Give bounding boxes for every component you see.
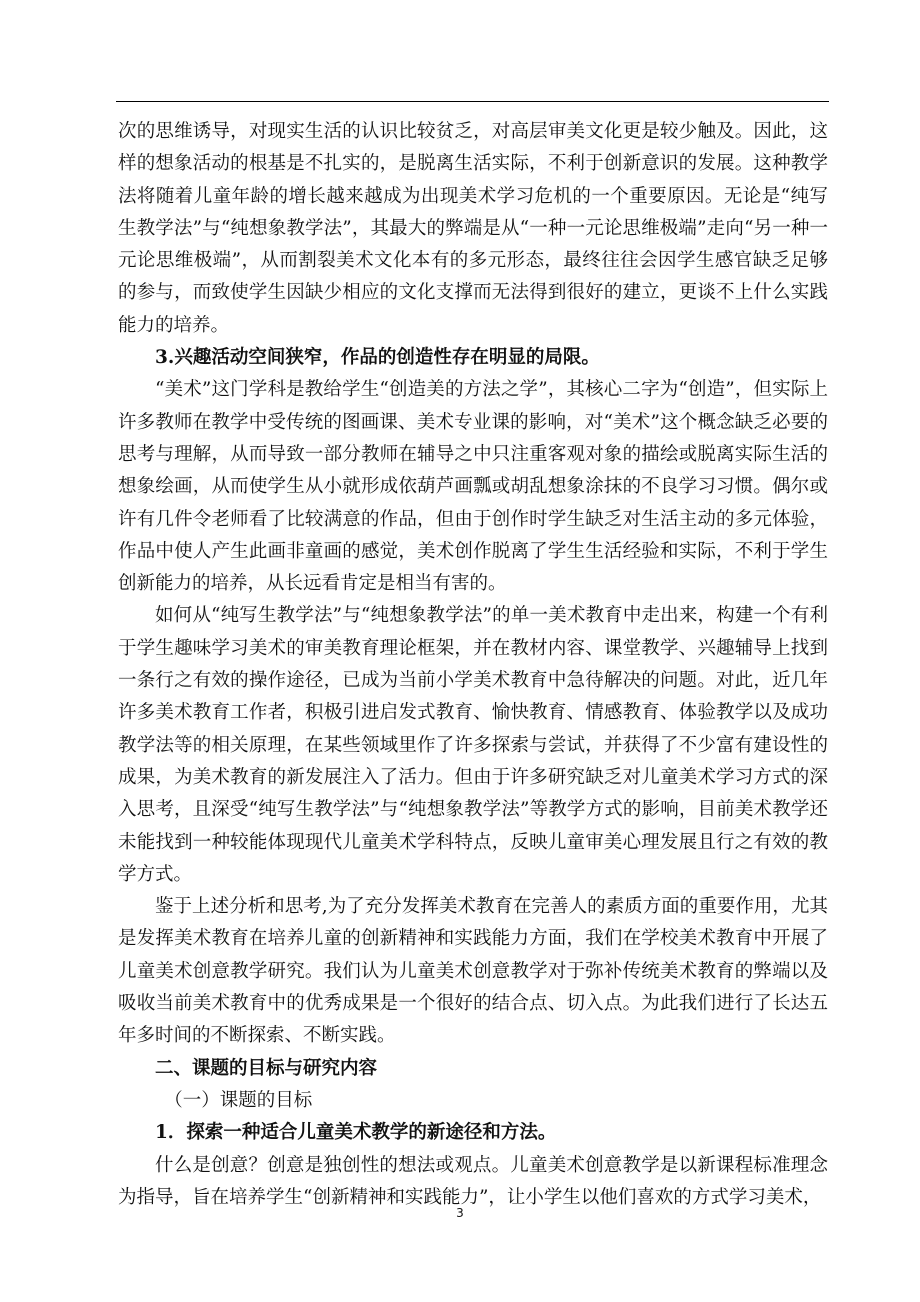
- paragraph-continuation: 次的思维诱导，对现实生活的认识比较贫乏，对高层审美文化更是较少触及。因此，这样的想象活动的根基是不扎实的，是脱离生活实际，不利于创新意识的发展。这种教学法将随着儿童年龄的增长越来越成为出现美术学习危机的一个重要原因。无论是“纯写生教学法”与“纯想象教学法”，其最大的弊端是从“一种一元论思维极端”走向“另一种一元论思维极端”，从而割裂美术文化本有的多元形态，最终往往会因学生感官缺乏足够的参与，而致使学生因缺少相应的文化支撑而无法得到很好的建立，更谈不上什么实践能力的培养。: [118, 121, 828, 336]
- paragraph-how-to: 如何从“纯写生教学法”与“纯想象教学法”的单一美术教育中走出来，构建一个有利于学生趣味学习美术的审美教育理论框架，并在教材内容、课堂教学、兴趣辅导上找到一条行之有效的操作途径，已成为当前小学美术教育中急待解决的问题。对此，近几年许多美术教育工作者，积极引进启发式教育、愉快教育、情感教育、体验教学以及成功教学法等的相关原理，在某些领域里作了许多探索与尝试，并获得了不少富有建设性的成果，为美术教育的新发展注入了活力。但由于许多研究缺乏对儿童美术学习方式的深入思考，且深受“纯写生教学法”与“纯想象教学法”等教学方式的影响，目前美术教学还未能找到一种较能体现现代儿童美术学科特点，反映儿童审美心理发展且行之有效的教学方式。: [118, 605, 828, 885]
- paragraph-art-creation: “美术”这门学科是教给学生“创造美的方法之学”，其核心二字为“创造”，但实际上许多教师在教学中受传统的图画课、美术专业课的影响，对“美术”这个概念缺乏必要的思考与理解，从而导致一部分教师在辅导之中只注重客观对象的描绘或脱离实际生活的想象绘画，从而使学生从小就形成依葫芦画瓢或胡乱想象涂抹的不良学习习惯。偶尔或许有几件令老师看了比较满意的作品，但由于创作时学生缺乏对生活主动的多元体验，作品中使人产生此画非童画的感觉，美术创作脱离了学生生活经验和实际，不利于学生创新能力的培养，从长远看肯定是相当有害的。: [118, 379, 828, 595]
- page-number: 3: [456, 1206, 464, 1220]
- paragraph-analysis: 鉴于上述分析和思考,为了充分发挥美术教育在完善人的素质方面的重要作用，尤其是发挥美术教育在培养儿童的创新精神和实践能力方面，我们在学校美术教育中开展了儿童美术创意教学研究。我们认为儿童美术创意教学对于弥补传统美术教育的弊端以及吸收当前美术教育中的优秀成果是一个很好的结合点、切入点。为此我们进行了长达五年多时间的不断探索、不断实践。: [118, 896, 828, 1047]
- section-heading-2: 二、课题的目标与研究内容: [155, 1057, 378, 1079]
- header-rule: [116, 101, 829, 102]
- document-body: [118, 116, 828, 1214]
- heading-point-3: 3.兴趣活动空间狭窄，作品的创造性存在明显的局限。: [155, 347, 600, 369]
- subsection-heading-1: （一）课题的目标: [164, 1089, 313, 1111]
- paragraph-creativity: 什么是创意？创意是独创性的想法或观点。儿童美术创意教学是以新课程标准理念为指导，旨在培养学生“创新精神和实践能力”，让小学生以他们喜欢的方式学习美术，: [118, 1154, 828, 1208]
- heading-goal-1: 1．探索一种适合儿童美术教学的新途径和方法。: [155, 1122, 557, 1144]
